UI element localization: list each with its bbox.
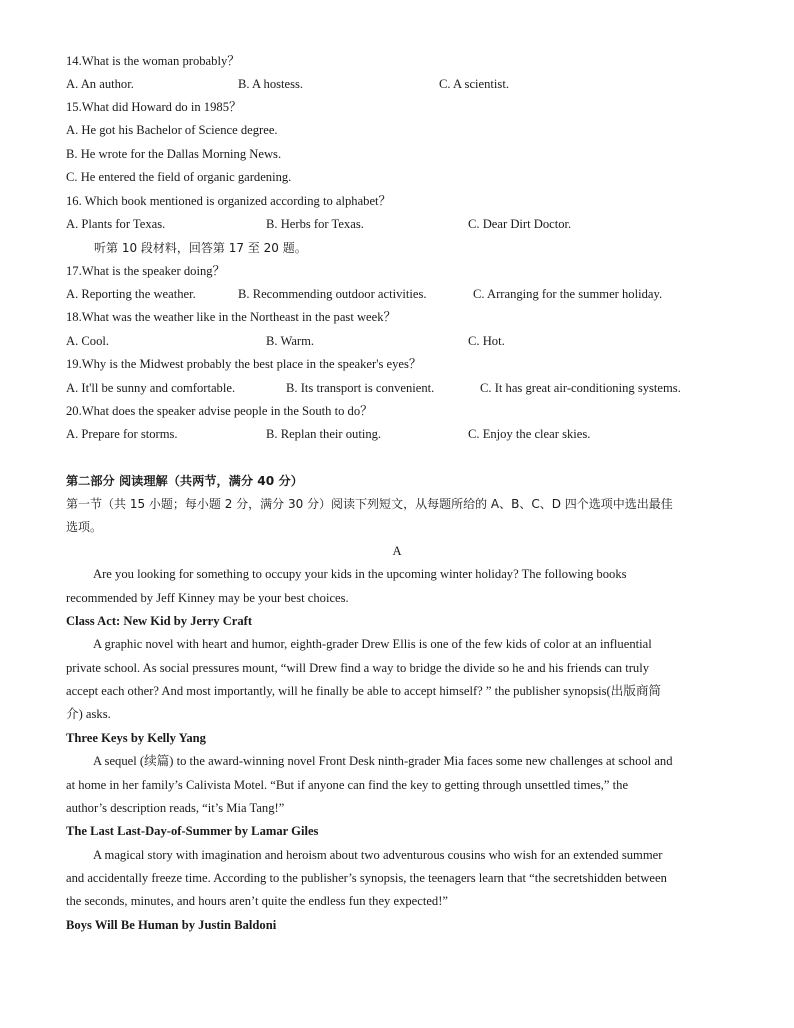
book-3-line-3: the seconds, minutes, and hours aren’t quite the endless fun they expected!”: [66, 894, 449, 908]
book-1-line-4: 介) asks.: [66, 707, 111, 721]
intro-line-2: recommended by Jeff Kinney may be your best choices.: [66, 591, 349, 605]
q18-option-c: C. Hot.: [468, 334, 505, 348]
book-2-line-1: A sequel (续篇) to the award-winning novel Front Desk ninth-grader Mia faces some new challenges at school and: [93, 754, 673, 768]
book-3-line-1: A magical story with imagination and heroism about two adventurous cousins who wish for an extended summer: [93, 848, 663, 862]
q19-option-b: B. Its transport is convenient.: [286, 381, 435, 395]
q20-option-a: A. Prepare for storms.: [66, 427, 178, 441]
question-16: 16. Which book mentioned is organized according to alphabet？: [66, 194, 392, 208]
book-2-line-2: at home in her family’s Calivista Motel. “But if anyone can find the key to getting through unsettled times,” the: [66, 778, 629, 792]
book-1-line-1: A graphic novel with heart and humor, eighth-grader Drew Ellis is one of the few kids of color at an influential: [93, 637, 652, 651]
q14-option-a: A. An author.: [66, 77, 134, 91]
section-1-instruction: 第一节（共 15 小题；每小题 2 分，满分 30 分）阅读下列短文，从每题所给的 A、B、C、D 四个选项中选出最佳: [66, 497, 673, 511]
q17-option-a: A. Reporting the weather.: [66, 287, 196, 301]
question-17: 17.What is the speaker doing？: [66, 264, 226, 278]
book-1-line-3: accept each other? And most importantly, will he finally be able to accept himself? ” the publisher synopsis(出版商简: [66, 684, 662, 698]
q20-option-b: B. Replan their outing.: [266, 427, 382, 441]
question-18: 18.What was the weather like in the Northeast in the past week？: [66, 310, 397, 324]
q18-option-a: A. Cool.: [66, 334, 110, 348]
question-20: 20.What does the speaker advise people in the South to do？: [66, 404, 373, 418]
q15-option-b: B. He wrote for the Dallas Morning News.: [66, 147, 282, 161]
q18-option-b: B. Warm.: [266, 334, 315, 348]
book-4-title: Boys Will Be Human by Justin Baldoni: [66, 918, 277, 932]
q14-option-b: B. A hostess.: [238, 77, 304, 91]
book-1-title: Class Act: New Kid by Jerry Craft: [66, 614, 253, 628]
intro-line-1: Are you looking for something to occupy your kids in the upcoming winter holiday? The following books: [93, 567, 627, 581]
q16-option-b: B. Herbs for Texas.: [266, 217, 364, 231]
q20-option-c: C. Enjoy the clear skies.: [468, 427, 591, 441]
q17-option-c: C. Arranging for the summer holiday.: [473, 287, 663, 301]
question-15: 15.What did Howard do in 1985？: [66, 100, 242, 114]
section-1-instruction-cont: 选项。: [66, 520, 103, 534]
q17-option-b: B. Recommending outdoor activities.: [238, 287, 427, 301]
section-10-instruction: 听第 10 段材料，回答第 17 至 20 题。: [94, 241, 307, 255]
q14-option-c: C. A scientist.: [439, 77, 509, 91]
q15-option-c: C. He entered the field of organic gardening.: [66, 170, 292, 184]
book-1-line-2: private school. As social pressures mount, “will Drew find a way to bridge the divide so he and his friends can truly: [66, 661, 650, 675]
book-2-line-3: author’s description reads, “it’s Mia Tang!”: [66, 801, 285, 815]
question-14: 14.What is the woman probably？: [66, 54, 240, 68]
q15-option-a: A. He got his Bachelor of Science degree.: [66, 123, 278, 137]
book-2-title: Three Keys by Kelly Yang: [66, 731, 206, 745]
q16-option-a: A. Plants for Texas.: [66, 217, 166, 231]
q19-option-c: C. It has great air-conditioning systems.: [480, 381, 681, 395]
question-19: 19.Why is the Midwest probably the best place in the speaker's eyes？: [66, 357, 422, 371]
book-3-title: The Last Last-Day-of-Summer by Lamar Giles: [66, 824, 319, 838]
q19-option-a: A. It'll be sunny and comfortable.: [66, 381, 236, 395]
passage-letter: A: [392, 544, 402, 558]
part-2-heading: 第二部分 阅读理解（共两节，满分 40 分）: [66, 474, 303, 488]
book-3-line-2: and accidentally freeze time. According to the publisher’s synopsis, the teenagers learn that “the secretshidden between: [66, 871, 667, 885]
q16-option-c: C. Dear Dirt Doctor.: [468, 217, 572, 231]
